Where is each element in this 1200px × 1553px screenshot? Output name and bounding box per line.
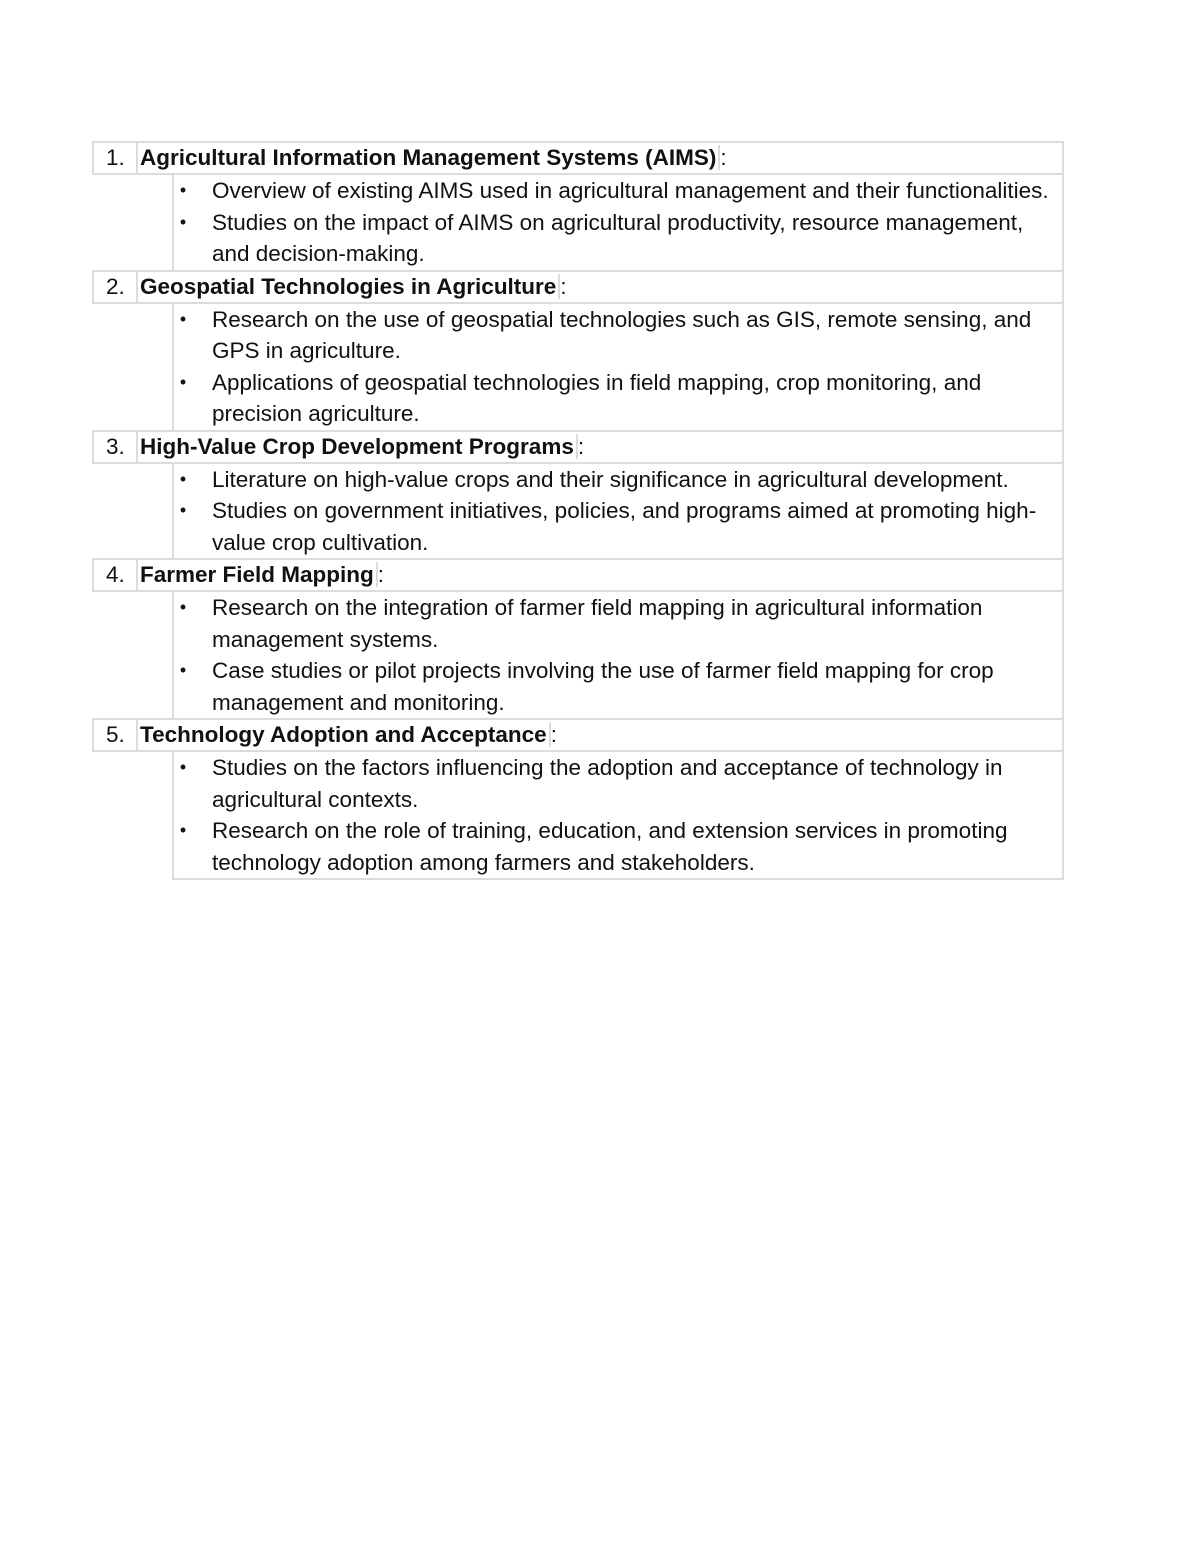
bullet-icon: • [179, 757, 187, 777]
bullet-list [172, 464, 1064, 559]
section-heading [138, 432, 1064, 464]
section-heading-row [92, 430, 1064, 464]
bullet-icon: • [179, 500, 187, 520]
bullet-text: Studies on the factors influencing the adoption and acceptance of technology in agricultural contexts. [212, 755, 1003, 812]
list-item [174, 464, 1062, 496]
bullet-text: Studies on the impact of AIMS on agricultural productivity, resource management, and decision-making. [212, 209, 1024, 266]
outline-section-5 [92, 718, 1064, 880]
section-heading [138, 272, 1064, 304]
bullet-icon: • [179, 820, 187, 840]
section-number: 3. [92, 432, 138, 464]
bullet-text: Studies on government initiatives, policies, and programs aimed at promoting high-value crop cultivation. [212, 498, 1037, 555]
section-title: Technology Adoption and Acceptance [140, 722, 551, 747]
section-colon: : [560, 273, 567, 299]
outline-section-3 [92, 430, 1064, 559]
list-item [174, 367, 1062, 430]
section-heading-row [92, 270, 1064, 304]
bullet-text: Applications of geospatial technologies in field mapping, crop monitoring, and precision agriculture. [212, 369, 982, 426]
bullet-list [172, 592, 1064, 718]
section-number: 1. [92, 143, 138, 175]
bullet-text: Overview of existing AIMS used in agricultural management and their functionalities. [212, 178, 1049, 203]
bullet-icon: • [179, 371, 187, 392]
outline-section-4 [92, 558, 1064, 718]
list-item [174, 495, 1062, 558]
section-heading-row [92, 558, 1064, 592]
section-title: Farmer Field Mapping [140, 562, 378, 587]
section-title: Agricultural Information Management Systems (AIMS) [140, 145, 720, 170]
bullet-icon: • [179, 660, 187, 680]
bullet-list [172, 304, 1064, 430]
bullet-text: Research on the integration of farmer field mapping in agricultural information management systems. [212, 595, 983, 652]
list-item [174, 207, 1062, 270]
outline-section-2 [92, 270, 1064, 430]
list-item [174, 815, 1062, 878]
list-item [174, 752, 1062, 815]
bullet-icon: • [179, 211, 187, 232]
section-title: High-Value Crop Development Programs [140, 434, 578, 459]
section-colon: : [550, 722, 557, 747]
list-item [174, 175, 1062, 207]
bullet-list [172, 175, 1064, 270]
section-heading [138, 720, 1064, 752]
list-item [174, 655, 1062, 718]
bullet-icon: • [179, 308, 187, 329]
bullet-icon: • [179, 597, 187, 617]
bullet-text: Research on the use of geospatial technologies such as GIS, remote sensing, and GPS in agriculture. [212, 306, 1032, 363]
bullet-text: Case studies or pilot projects involving the use of farmer field mapping for crop management and monitoring. [212, 658, 994, 715]
section-heading [138, 143, 1064, 175]
numbered-outline [92, 141, 1064, 880]
list-item [174, 592, 1062, 655]
section-number: 4. [92, 560, 138, 592]
section-colon: : [577, 433, 585, 459]
list-item [174, 304, 1062, 367]
bullet-icon: • [179, 468, 187, 489]
bullet-text: Research on the role of training, education, and extension services in promoting technology adoption among farmers and stakeholders. [212, 818, 1008, 875]
section-heading-row [92, 141, 1064, 175]
section-number: 2. [92, 272, 138, 304]
section-heading-row [92, 718, 1064, 752]
bullet-icon: • [179, 180, 187, 200]
outline-section-1 [92, 141, 1064, 270]
bullet-text: Literature on high-value crops and their significance in agricultural development. [212, 466, 1009, 492]
section-colon: : [377, 562, 385, 587]
section-number: 5. [92, 720, 138, 752]
section-colon: : [720, 145, 727, 170]
bullet-list [172, 752, 1064, 880]
section-title: Geospatial Technologies in Agriculture [140, 274, 560, 299]
section-heading [138, 560, 1064, 592]
